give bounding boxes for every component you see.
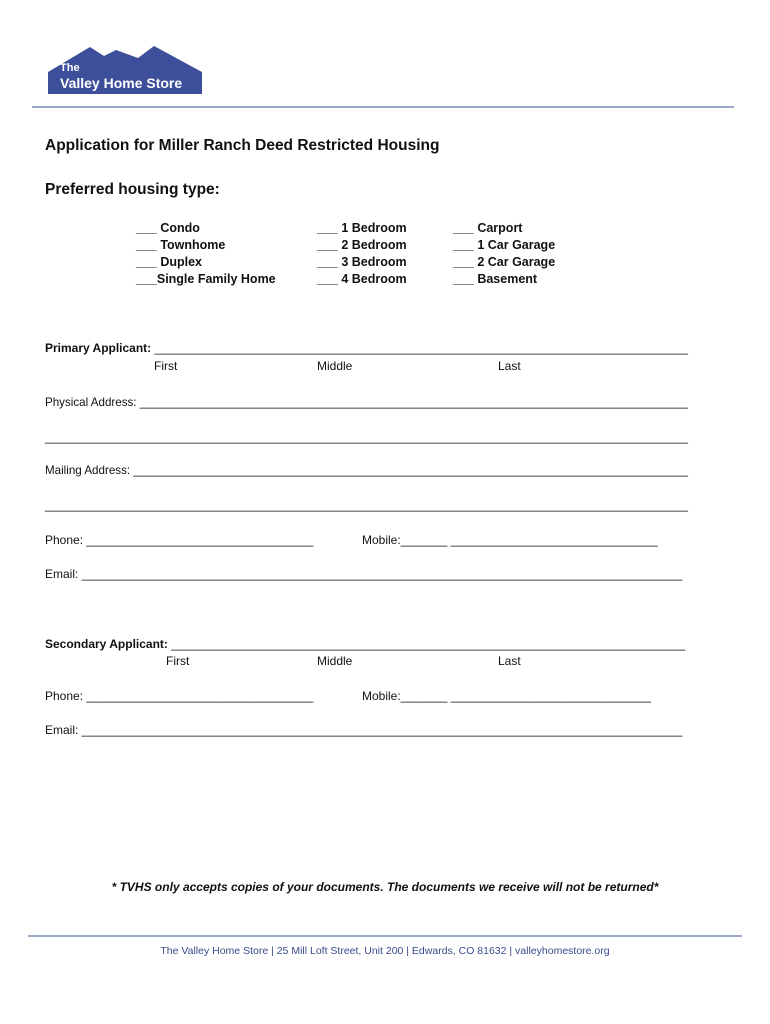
option-condo[interactable]: ___ Condo [136,221,200,235]
secondary-first-label: First [166,654,190,668]
parking-column [453,220,555,288]
secondary-middle-label: Middle [317,654,353,668]
option-3-bedroom[interactable]: ___ 3 Bedroom [317,255,407,269]
mailing-address-line-2[interactable]: _______________________________________________________________________________________________________ [45,498,688,512]
form-title: Application for Miller Ranch Deed Restricted Housing [45,137,440,154]
physical-address-field[interactable]: Physical Address: _____________________________________________________________________________________ [45,395,688,409]
valley-home-store-logo [46,44,206,96]
physical-address-line-2[interactable]: _______________________________________________________________________________________________________ [45,430,688,444]
primary-phone-field[interactable]: Phone: __________________________________ [45,533,314,547]
bedroom-column [317,220,407,288]
housing-type-column [136,220,276,288]
footer-divider [28,935,742,937]
secondary-applicant-name-field[interactable]: _____________________________________________________________________________ [171,637,686,651]
primary-applicant-name-field[interactable]: ________________________________________________________________________________ [154,341,688,355]
option-1-bedroom[interactable]: ___ 1 Bedroom [317,221,407,235]
primary-last-label: Last [498,359,521,373]
option-basement[interactable]: ___ Basement [453,272,538,286]
option-1-car-garage[interactable]: ___ 1 Car Garage [453,238,556,252]
option-townhome[interactable]: ___ Townhome [136,238,226,252]
option-carport[interactable]: ___ Carport [453,221,523,235]
secondary-phone-field[interactable]: Phone: __________________________________ [45,689,314,703]
option-4-bedroom[interactable]: ___ 4 Bedroom [317,272,407,286]
documents-note: * TVHS only accepts copies of your documents. The documents we receive will not be returned* [111,880,659,894]
secondary-last-label: Last [498,654,521,668]
mailing-address-field[interactable]: Mailing Address: ______________________________________________________________________________________ [45,463,688,477]
secondary-applicant-label: Secondary Applicant: [45,637,168,651]
primary-middle-label: Middle [317,359,353,373]
primary-email-field[interactable]: Email: __________________________________________________________________________________________ [45,567,683,581]
primary-applicant-row [45,341,688,355]
logo-text-the: The [60,62,80,74]
secondary-email-field[interactable]: Email: __________________________________________________________________________________________ [45,723,683,737]
logo-text-name: Valley Home Store [60,75,183,91]
primary-applicant-label: Primary Applicant: [45,341,152,355]
primary-first-label: First [154,359,178,373]
preferred-housing-heading: Preferred housing type: [45,181,220,198]
option-duplex[interactable]: ___ Duplex [136,255,203,269]
secondary-mobile-field[interactable]: Mobile:_______ ______________________________ [362,689,651,703]
primary-mobile-field[interactable]: Mobile:_______ _______________________________ [362,533,658,547]
option-2-bedroom[interactable]: ___ 2 Bedroom [317,238,407,252]
header-divider [32,106,734,108]
option-single-family-home[interactable]: ___Single Family Home [136,272,276,286]
footer-contact: The Valley Home Store | 25 Mill Loft Street, Unit 200 | Edwards, CO 81632 | valleyhomestore.org [160,945,610,957]
secondary-applicant-row [45,637,685,651]
option-2-car-garage[interactable]: ___ 2 Car Garage [453,255,556,269]
